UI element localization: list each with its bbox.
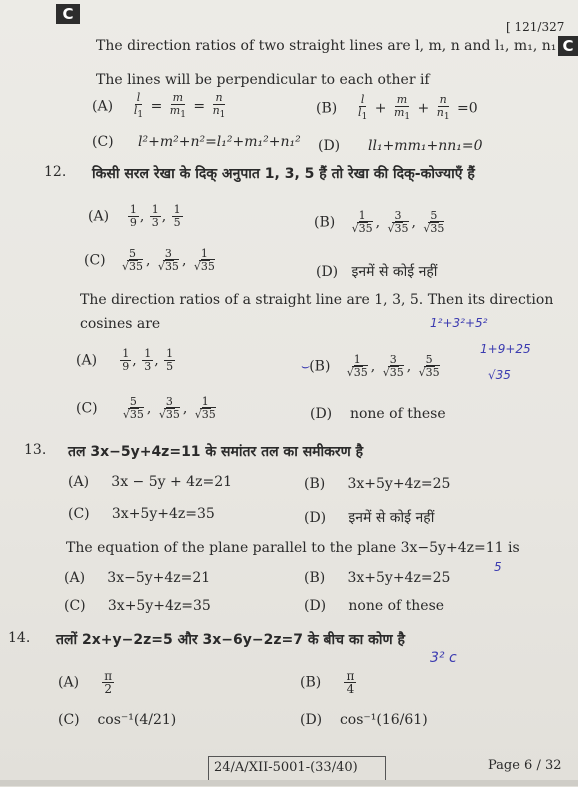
q11-option-b: (B) $\frac{l}{l_1}$ + $\frac{m}{m_1}$ + $\frac{n}{n_1}$ =0 bbox=[316, 93, 478, 123]
q12-question-english-line2: cosines are bbox=[80, 316, 161, 332]
q12-hi-option-d: (D) इनमें से कोई नहीं bbox=[316, 264, 438, 280]
q12-scribble-root: √35 bbox=[488, 368, 511, 382]
q12-en-option-d: (D) none of these bbox=[310, 406, 446, 422]
q12-scribble-total: 1+9+25 bbox=[480, 342, 531, 356]
q11-question: The direction ratios of two straight lines are l, m, n and l₁, m₁, n₁ bbox=[96, 38, 557, 54]
q12-en-option-a: (A) $\frac{1}{9}$ , $\frac{1}{3}$ , $\frac{1}{5}$ bbox=[76, 347, 174, 373]
q12-en-option-c: (C) $\frac{5}{√35}$ , $\frac{3}{√35}$ , $\frac{1}{√35}$ bbox=[76, 395, 216, 421]
q13-scribble: 5 bbox=[494, 560, 502, 574]
q12-number: 12. bbox=[44, 164, 67, 180]
q14-scribble: 3² c bbox=[430, 650, 457, 666]
q12-scribble-sum: 1²+3²+5² bbox=[430, 316, 488, 330]
q11-option-d: ll₁+mm₁+nn₁=0 bbox=[368, 138, 483, 154]
q13-number: 13. bbox=[24, 442, 47, 458]
q12-hi-option-c: (C) $\frac{5}{√35}$ , $\frac{3}{√35}$ , $\frac{1}{√35}$ bbox=[84, 247, 215, 273]
page-bottom-edge bbox=[0, 780, 578, 786]
page-code: [ 121/327 bbox=[506, 20, 565, 34]
q11-option-d-label: (D) bbox=[318, 138, 341, 154]
q13-question-english: The equation of the plane parallel to the plane 3x−5y+4z=11 is bbox=[66, 540, 520, 556]
q13-hi-option-c: (C) 3x+5y+4z=35 bbox=[68, 506, 215, 522]
q12-en-option-b: ⌣(B) $\frac{1}{√35}$ , $\frac{3}{√35}$ , $\frac{5}{√35}$ bbox=[300, 353, 440, 379]
q13-en-option-a: (A) 3x−5y+4z=21 bbox=[64, 570, 211, 586]
q11-option-a: (A) $\frac{l}{l_1}$ = $\frac{m}{m_1}$ = $\frac{n}{n_1}$ bbox=[92, 91, 226, 121]
q14-option-d: (D) cos⁻¹(16/61) bbox=[300, 712, 428, 728]
q11-option-c: l²+m²+n²=l₁²+m₁²+n₁² bbox=[138, 134, 301, 150]
q14-option-a: (A) $\frac{\pi}{2}$ bbox=[58, 669, 113, 696]
q13-en-option-c: (C) 3x+5y+4z=35 bbox=[64, 598, 211, 614]
q11-question-line2: The lines will be perpendicular to each other if bbox=[96, 72, 430, 88]
q14-question-hindi: तलों 2x+y−2z=5 और 3x−6y−2z=7 के बीच का कोण है bbox=[56, 632, 405, 648]
q13-en-option-d: (D) none of these bbox=[304, 598, 445, 614]
footer-code: 24/A/XII-5001-(33/40) bbox=[214, 760, 358, 775]
q13-hi-option-b: (B) 3x+5y+4z=25 bbox=[304, 476, 451, 492]
q13-en-option-b: (B) 3x+5y+4z=25 bbox=[304, 570, 451, 586]
q11-option-c-label: (C) bbox=[92, 134, 114, 150]
answer-mark: ⌣ bbox=[300, 358, 310, 375]
q12-question-hindi: किसी सरल रेखा के दिक् अनुपात 1, 3, 5 हैं तो रेखा की दिक्-कोज्याएँ हैं bbox=[92, 166, 475, 182]
q12-hi-option-b: (B) $\frac{1}{√35}$ , $\frac{3}{√35}$ , $\frac{5}{√35}$ bbox=[314, 209, 445, 235]
q14-option-c: (C) cos⁻¹(4/21) bbox=[58, 712, 177, 728]
section-badge-right: C bbox=[558, 36, 578, 56]
q12-question-english: The direction ratios of a straight line are 1, 3, 5. Then its direction bbox=[80, 292, 554, 308]
q14-number: 14. bbox=[8, 630, 31, 646]
q12-hi-option-a: (A) $\frac{1}{9}$ , $\frac{1}{3}$ , $\frac{1}{5}$ bbox=[88, 203, 181, 229]
q13-hi-option-d: (D) इनमें से कोई नहीं bbox=[304, 510, 435, 526]
q13-hi-option-a: (A) 3x − 5y + 4z=21 bbox=[68, 474, 233, 490]
footer-page: Page 6 / 32 bbox=[488, 758, 562, 773]
section-badge-left: C bbox=[56, 4, 80, 24]
q14-option-b: (B) $\frac{\pi}{4}$ bbox=[300, 669, 355, 696]
q13-question-hindi: तल 3x−5y+4z=11 के समांतर तल का समीकरण है bbox=[68, 444, 364, 460]
